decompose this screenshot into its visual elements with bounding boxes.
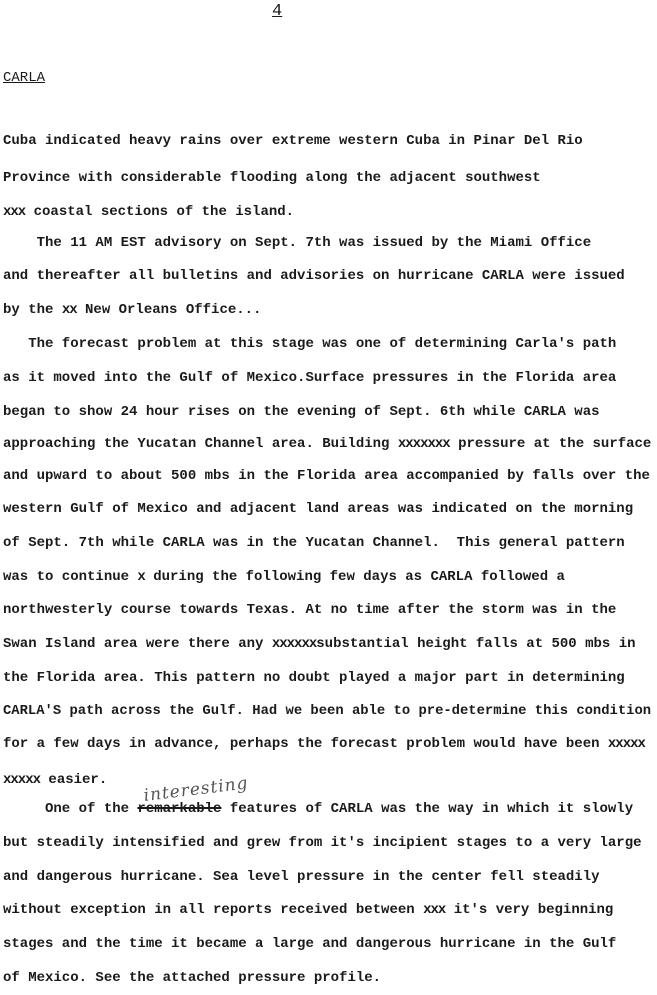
typed-strikeout: xxx <box>3 204 26 220</box>
text-line <box>3 835 642 851</box>
text-line <box>3 936 616 952</box>
text-run: and dangerous hurricane. Sea level pressure in the center fell steadily <box>3 869 600 885</box>
text-run: as it moved into the Gulf of Mexico.Surface pressures in the Florida area <box>3 370 617 386</box>
typed-strikeout: xxxxxxx <box>397 436 450 452</box>
text-line <box>3 636 636 652</box>
typed-strikeout: xxxxxx <box>271 636 317 652</box>
text-run: western Gulf of Mexico and adjacent land areas was indicated on the morning <box>3 501 634 517</box>
text-line <box>3 468 650 484</box>
text-run: of Sept. 7th while CARLA was in the Yucatan Channel. This general pattern <box>3 535 625 551</box>
text-line <box>3 535 625 551</box>
text-run: pressure at the surface <box>449 436 652 452</box>
typed-strikeout: xxx <box>423 902 446 918</box>
text-line <box>3 370 616 386</box>
text-line <box>3 302 261 318</box>
text-run: by the <box>3 302 62 318</box>
text-run: easier. <box>40 772 108 788</box>
text-run: began to show 24 hour rises on the evening of Sept. 6th while CARLA was <box>3 404 600 420</box>
text-line <box>3 970 381 986</box>
text-line <box>3 133 583 149</box>
text-run: but steadily intensified and grew from it's incipient stages to a very large <box>3 835 642 851</box>
text-run: stages and the time it became a large and dangerous hurricane in the Gulf <box>3 936 617 952</box>
text-line <box>3 404 600 420</box>
typed-strikeout: xx <box>61 302 77 318</box>
page-number: 4 <box>272 2 283 21</box>
typed-strikeout: xxxxx <box>3 772 41 788</box>
text-run: Cuba indicated heavy rains over extreme western Cuba in Pinar Del Rio <box>3 133 583 149</box>
text-line <box>3 736 645 752</box>
text-line <box>3 902 613 918</box>
text-line <box>3 869 600 885</box>
struck-word: remarkable <box>137 801 222 817</box>
text-run: One of the <box>3 801 138 817</box>
text-run: substantial height falls at 500 mbs in <box>316 636 636 652</box>
text-run: The forecast problem at this stage was one of determining Carla's path <box>3 336 617 352</box>
text-line <box>3 772 107 788</box>
text-run: CARLA'S path across the Gulf. Had we been able to pre-determine this condition <box>3 703 652 719</box>
text-line <box>3 336 616 352</box>
text-line <box>3 268 625 284</box>
text-run: features of CARLA was the way in which it slowly <box>221 801 634 817</box>
text-run: without exception in all reports received between <box>3 902 424 918</box>
text-line <box>3 501 633 517</box>
text-run: for a few days in advance, perhaps the forecast problem would have been <box>3 736 608 752</box>
text-line <box>3 801 633 817</box>
text-line <box>3 204 294 220</box>
text-run: of Mexico. See the attached pressure profile. <box>3 970 382 986</box>
text-line <box>3 703 651 719</box>
text-line <box>3 670 625 686</box>
text-line <box>3 170 541 186</box>
text-run: the Florida area. This pattern no doubt played a major part in determining <box>3 670 625 686</box>
handwritten-insert: interesting <box>142 773 250 806</box>
text-run: approaching the Yucatan Channel area. Building <box>3 436 398 452</box>
typed-strikeout: x <box>137 569 145 585</box>
text-run: coastal sections of the island. <box>25 204 295 220</box>
text-line <box>3 235 591 251</box>
section-heading: CARLA <box>3 70 46 86</box>
text-line <box>3 436 651 452</box>
text-run: New Orleans Office... <box>76 302 262 318</box>
text-run: it's very beginning <box>445 902 614 918</box>
typed-strikeout: xxxxx <box>607 736 645 752</box>
text-run: Province with considerable flooding along the adjacent southwest <box>3 170 541 186</box>
text-line <box>3 602 616 618</box>
text-run: northwesterly course towards Texas. At no time after the storm was in the <box>3 602 617 618</box>
text-run: and thereafter all bulletins and advisories on hurricane CARLA were issued <box>3 268 625 284</box>
text-run: during the following few days as CARLA followed a <box>144 569 565 585</box>
text-run: Swan Island area were there any <box>3 636 272 652</box>
text-line <box>3 569 565 585</box>
text-run: The 11 AM EST advisory on Sept. 7th was issued by the Miami Office <box>3 235 592 251</box>
text-run: and upward to about 500 mbs in the Florida area accompanied by falls over the <box>3 468 650 484</box>
text-run: was to continue <box>3 569 138 585</box>
